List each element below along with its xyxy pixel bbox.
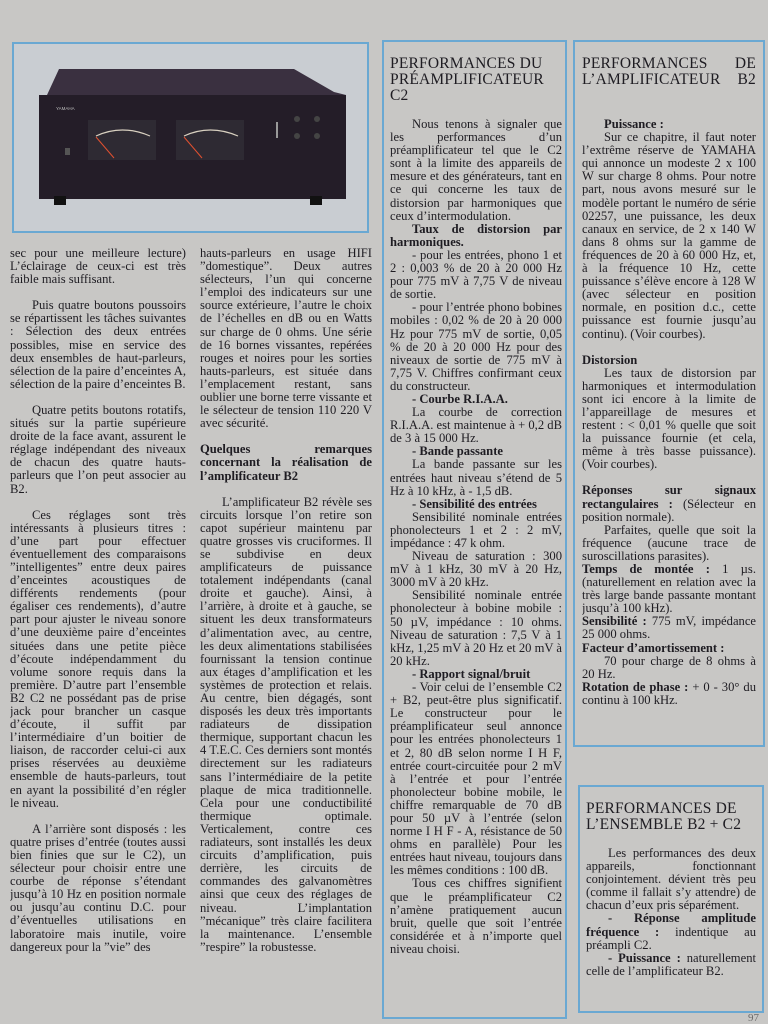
paragraph xyxy=(10,823,186,954)
paragraph-lead-bold: Distorsion xyxy=(582,352,638,367)
paragraph xyxy=(582,524,756,563)
paragraph-text: 775 mV, impédance 25 000 ohms. xyxy=(582,614,756,642)
preamp-performance-content xyxy=(390,56,562,1016)
paragraph xyxy=(390,511,562,550)
paragraph-text: naturellement celle de l’amplificateur B2. xyxy=(586,950,756,978)
paragraph xyxy=(582,367,756,472)
paragraph xyxy=(390,301,562,393)
paragraph xyxy=(586,912,756,951)
paragraph-text: La courbe de correction R.I.A.A. est maintenue à + 0,2 dB de 3 à 15 000 Hz. xyxy=(390,405,562,446)
paragraph xyxy=(10,509,186,810)
paragraph-text: Sensibilité nominale entrées phonolecteurs 1 et 2 : 2 mV, impédance : 47 k ohm. xyxy=(390,509,562,550)
ensemble-box-title: PERFORMANCES DE L’ENSEMBLE B2 + C2 xyxy=(586,801,742,833)
paragraph-lead-bold: - Courbe R.I.A.A. xyxy=(412,391,508,406)
paragraph-text: Niveau de saturation : 300 mV à 1 kHz, 30 mV à 20 Hz, 3000 mV à 20 kHz. xyxy=(390,549,562,590)
paragraph-text: 70 pour charge de 8 ohms à 20 Hz. xyxy=(582,653,756,681)
paragraph-lead-bold: - Sensibilité des entrées xyxy=(412,496,537,511)
paragraph xyxy=(586,847,756,912)
paragraph xyxy=(582,131,756,341)
article-column-2 xyxy=(200,247,372,1017)
paragraph xyxy=(10,247,186,286)
paragraph xyxy=(582,484,756,523)
page-number: 97 xyxy=(748,1012,759,1024)
paragraph-lead-bold: - Bande passante xyxy=(412,444,503,459)
paragraph-text: Ces réglages sont très intéressants à plusieurs titres : d’une part pour effectuer éventuellement des comparaisons ”intelligentes” entre deux paires d’enceintes acoustiques de différents rendements (pour égaliser ces rendements), d’autre part pour ajuster le niveau sonore d’une deuxième paire d’enceintes situées dans une petite pièce d’écoute indépendamment du volume sonore requis dans la première. D’autre part l’ensemble B2 C2 ne possédant pas de prise jack pour brancher un casque d’écoute, il suffit par l’intermédiaire d’un boitier de liaison, de raccorder celui-ci aux prises réservées au deuxième ensemble de hauts-parleurs, tout en ayant la possibilité d’en régler le niveau. xyxy=(10,507,186,810)
amp-performance-content xyxy=(582,56,756,744)
paragraph xyxy=(390,249,562,301)
paragraph-text: Sensibilité nominale entrée phonolecteur à bobine mobile : 50 µV, impédance : 10 ohms. Niveau de saturation : 7,5 V à 1 kHz, 1,25 mV à 20 Hz et 20 mV à 20 kHz. xyxy=(390,588,562,668)
brand-logo: YAMAHA xyxy=(56,106,75,111)
paragraph xyxy=(390,406,562,445)
paragraph-text: L’amplificateur B2 révèle ses circuits lorsque l’on retire son capot supérieur maintenu par quatre grosses vis cruciformes. Il se subdivise en deux amplificateurs de puissance totalement indépendants (canal droite et gauche). Ainsi, à l’arrière, à droite et à gauche, se situent les deux transformateurs d’alimentation avec, au centre, les deux alimentations stabilisées fournissant la tension continue aux étages d’amplification et les systèmes de protection et relais. Au centre, bien dégagés, sont disposés les deux très importants radiateurs de dissipation thermique, supportant chacun les 4 T.E.C. Ces derniers sont montés directement sur les radiateurs sans l’intermédiaire de la petite plaque de mica traditionnelle. Cela pour une conductibilité thermique optimale. Verticalement, contre ces radiateurs, sont installés les deux circuits d’amplification, puis derrière, les circuits de commandes des galvanomètres ainsi que ceux des réglages de niveau. L’implantation ”mécanique” très claire facilitera la maintenance. L’ensemble ”respire” la robustesse. xyxy=(200,494,372,954)
paragraph-text: Les performances des deux appareils, fonctionnant conjointement. dévient très peu (comme il fallait s’y attendre) de chacun d’eux pris séparément. xyxy=(586,846,756,913)
paragraph-text: La bande passante sur les entrées haut niveau s’étend de 5 Hz à 10 kHz, à - 1,5 dB. xyxy=(390,457,562,498)
paragraph-lead-bold: Rotation de phase : xyxy=(582,679,689,694)
paragraph-text: sec pour une meilleure lecture) L’éclairage de ceux-ci est très faible mais suffisant. xyxy=(10,247,186,287)
paragraph-text: + 0 - 30° du continu à 100 kHz. xyxy=(582,679,756,707)
paragraph-text: Tous ces chiffres signifient que le préamplificateur C2 n’amène pratiquement aucun bruit, quelle que soit l’entrée considérée et à n’importe quel niveau choisi. xyxy=(390,876,562,956)
paragraph xyxy=(582,563,756,615)
paragraph-lead-bold: - Puissance : xyxy=(608,950,681,965)
paragraph xyxy=(10,299,186,391)
amp-box-title: PERFORMANCES DE L’AMPLIFICATEUR B2 xyxy=(582,56,756,88)
paragraph xyxy=(586,952,756,978)
paragraph-text: Puis quatre boutons poussoirs se répartissent les tâches suivantes : Sélection des deux entrées possibles, mise en service des deux ensembles de haut-parleurs, sélection de la paire d’enceintes A, sélection de la paire d’enceintes B. xyxy=(10,298,186,391)
paragraph xyxy=(390,589,562,668)
paragraph-text: indentique au préampli C2. xyxy=(586,924,756,952)
paragraph-lead-bold: Réponses sur signaux rectangulaires : xyxy=(582,483,756,511)
paragraph-text: A l’arrière sont disposés : les quatre prises d’entrée (toutes aussi bien finies que sur le C2), un sélecteur pour choisir entre une courbe de réponse s’étendant jusqu’à 10 Hz en position normale ou jusqu’au continu D.C. pour d’éventuelles utilisations en laboratoire mais inutile, voire dangereux pour la ”vie” des xyxy=(10,821,186,954)
paragraph xyxy=(390,681,562,877)
paragraph-text: Sur ce chapitre, il faut noter l’extrême réserve de YAMAHA qui annonce un modeste 2 x 100 W sur charge 8 ohms. Pour notre part, nous avons mesuré sur le modèle portant le numéro de série 02257, une puissance, les deux canaux en service, de 2 x 140 W dans 8 ohms sur la gamme de fréquences de 20 à 60 000 Hz, et, à la fréquence 10 Hz, cette puissance s’élève encore à 128 W (avec sélecteur en position normale, en position d.c., cette puissance est fournie jusqu’au continu). (Voir courbes). xyxy=(582,130,756,341)
paragraph xyxy=(10,404,186,496)
paragraph-lead-bold: - Réponse amplitude fréquence : xyxy=(586,911,756,939)
paragraph-lead-bold: Facteur d’amortissement : xyxy=(582,640,725,655)
paragraph-text: - pour l’entrée phono bobines mobiles : 0,02 % de 20 à 20 000 Hz pour 775 mV de sortie, 0,05 % de 20 à 20 000 Hz pour des niveaux de sortie de 775 mV à 7,75 V. Chiffres confirmant ceux du constructeur. xyxy=(390,300,562,393)
paragraph xyxy=(390,118,562,223)
paragraph xyxy=(582,681,756,707)
paragraph-text: Parfaites, quelle que soit la fréquence (aucune trace de suroscillations parasites). xyxy=(582,522,756,563)
article-column-1 xyxy=(10,247,186,1017)
paragraph xyxy=(582,615,756,641)
paragraph-text: 1 µs. (naturellement en relation avec la très large bande passante montant jusqu’à 100 kHz). xyxy=(582,562,756,616)
paragraph-text: - pour les entrées, phono 1 et 2 : 0,003 % de 20 à 20 000 Hz pour 775 mV à 7,75 V de niveau de sortie. xyxy=(390,247,562,302)
paragraph xyxy=(390,223,562,249)
paragraph-lead-bold: Puissance : xyxy=(604,117,664,131)
paragraph-text: - Voir celui de l’ensemble C2 + B2, peut-être plus significatif. Le constructeur pour le préamplificateur seul annonce pour les entrées phonolecteurs 1 et 2, 80 dB selon norme I H F, entrée court-circuitée pour 2 mV à l’entrée et pour l’entrée phonolecteur bobine mobile, le chiffre remarquable de 70 dB pour 50 µV à l’entrée (selon norme I H F - A, résistance de 50 ohms en parallèle) Pour les entrées haut niveau, toujours dans les mêmes conditions : 100 dB. xyxy=(390,680,562,878)
ensemble-performance-content xyxy=(586,801,756,1011)
paragraph-lead-bold: - Rapport signal/bruit xyxy=(412,666,531,681)
paragraph xyxy=(390,458,562,497)
paragraph-text: Quatre petits boutons rotatifs, situés sur la partie supérieure droite de la face avant, assurent le réglage indépendant des niveaux de chacun des quatre hauts-parleurs que l’on peut associer au B2. xyxy=(10,402,186,496)
paragraph-text: Les taux de distorsion par harmoniques et intermodulation sont ici encore à la limite de l’appareillage de mesures et restent : < 0,01 % quelle que soit la puissance fournie (et cela, même à très basse puissance). (Voir courbes). xyxy=(582,365,756,472)
paragraph xyxy=(390,550,562,589)
paragraph-lead-bold: Temps de montée : xyxy=(582,562,710,576)
section-heading: Quelques remarques concernant la réalisation de l’amplificateur B2 xyxy=(200,442,372,483)
paragraph-lead-bold: Taux de distorsion par harmoniques. xyxy=(390,221,562,249)
paragraph xyxy=(200,496,372,954)
preamp-box-title: PERFORMANCES DU PRÉAMPLIFICATEUR C2 xyxy=(390,56,544,104)
paragraph-text: hauts-parleurs en usage HIFI ”domestique”. Deux autres sélecteurs, l’un qui concerne l’emploi des indicateurs sur une source extérieure, l’autre le choix de l’échelles en dB ou en Watts sur charge de 0 ohms. Une série de 16 bornes vissantes, repérées rouges et noires pour les sorties hauts-parleurs, est située dans l’emplacement restant, sans oublier une borne terre vissante et le sélecteur de tension 110 220 V avec sécurité. xyxy=(200,247,372,431)
paragraph xyxy=(200,247,372,430)
paragraph-lead-bold: Sensibilité : xyxy=(582,614,647,629)
amplifier-photo-frame xyxy=(12,42,369,233)
paragraph xyxy=(390,877,562,956)
paragraph-text: (Sélecteur en position normale). xyxy=(582,496,756,524)
yamaha-b2-amplifier-photo xyxy=(14,44,367,231)
paragraph xyxy=(582,655,756,681)
paragraph-text: Nous tenons à signaler que les performances d’un préamplificateur tel que le C2 sont à la limite des appareils de mesure et des générateurs, tant en ce qui concerne les taux de distorsion par harmoniques que ceux d’intermodulation. xyxy=(390,117,562,223)
